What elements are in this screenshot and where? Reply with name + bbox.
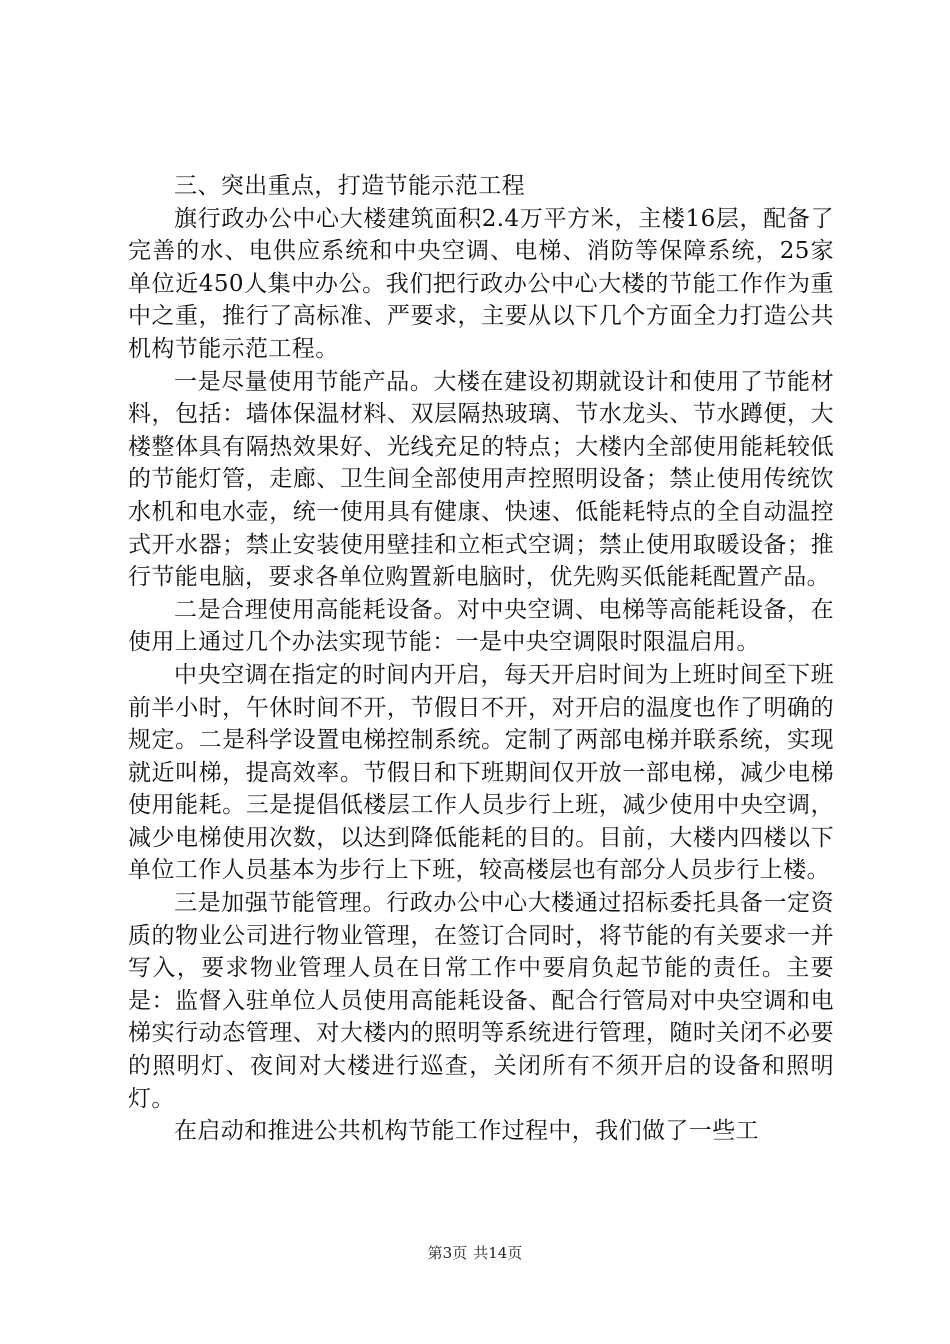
document-body bbox=[128, 170, 834, 1148]
paragraph-energy-management: 三是加强节能管理。行政办公中心大楼通过招标委托具备一定资质的物业公司进行物业管理，在签订合同时，将节能的有关要求一并写入，要求物业管理人员在日常工作中要肩负起节能的责任。主要是：监督入驻单位人员使用高能耗设备、配合行管局对中央空调和电梯实行动态管理、对大楼内的照明等系统进行管理，随时关闭不必要的照明灯、夜间对大楼进行巡查，关闭所有不须开启的设备和照明灯。 bbox=[128, 890, 834, 1112]
page-number: 第3页 bbox=[427, 1244, 468, 1262]
paragraph-energy-products: 一是尽量使用节能产品。大楼在建设初期就设计和使用了节能材料，包括：墙体保温材料、双层隔热玻璃、节水龙头、节水蹲便，大楼整体具有隔热效果好、光线充足的特点；大楼内全部使用能耗较低的节能灯管，走廊、卫生间全部使用声控照明设备；禁止使用传统饮水机和电水壶，统一使用具有健康、快速、低能耗特点的全自动温控式开水器；禁止安装使用壁挂和立柜式空调；禁止使用取暖设备；推行节能电脑，要求各单位购置新电脑时，优先购买低能耗配置产品。 bbox=[128, 368, 834, 591]
paragraph-work-process: 在启动和推进公共机构节能工作过程中，我们做了一些工 bbox=[174, 1118, 759, 1145]
paragraph-air-conditioning-elevators: 中央空调在指定的时间内开启，每天开启时间为上班时间至下班前半小时，午休时间不开，节假日不开，对开启的温度也作了明确的规定。二是科学设置电梯控制系统。定制了两部电梯并联系统，实现就近叫梯，提高效率。节假日和下班期间仅开放一部电梯，减少电梯使用能耗。三是提倡低楼层工作人员步行上班，减少使用中央空调，减少电梯使用次数，以达到降低能耗的目的。目前，大楼内四楼以下单位工作人员基本为步行上下班，较高楼层也有部分人员步行上楼。 bbox=[128, 661, 834, 884]
section-heading: 三、突出重点，打造节能示范工程 bbox=[174, 173, 525, 199]
page-total: 共14页 bbox=[473, 1244, 523, 1262]
paragraph-high-energy-equipment: 二是合理使用高能耗设备。对中央空调、电梯等高能耗设备，在使用上通过几个办法实现节能：一是中央空调限时限温启用。 bbox=[128, 596, 834, 656]
page-footer bbox=[0, 1243, 950, 1263]
paragraph-building-overview: 旗行政办公中心大楼建筑面积2.4万平方米，主楼16层，配备了完善的水、电供应系统和中央空调、电梯、消防等保障系统，25家单位近450人集中办公。我们把行政办公中心大楼的节能工作作为重中之重，推行了高标准、严要求，主要从以下几个方面全力打造公共机构节能示范工程。 bbox=[128, 205, 834, 362]
